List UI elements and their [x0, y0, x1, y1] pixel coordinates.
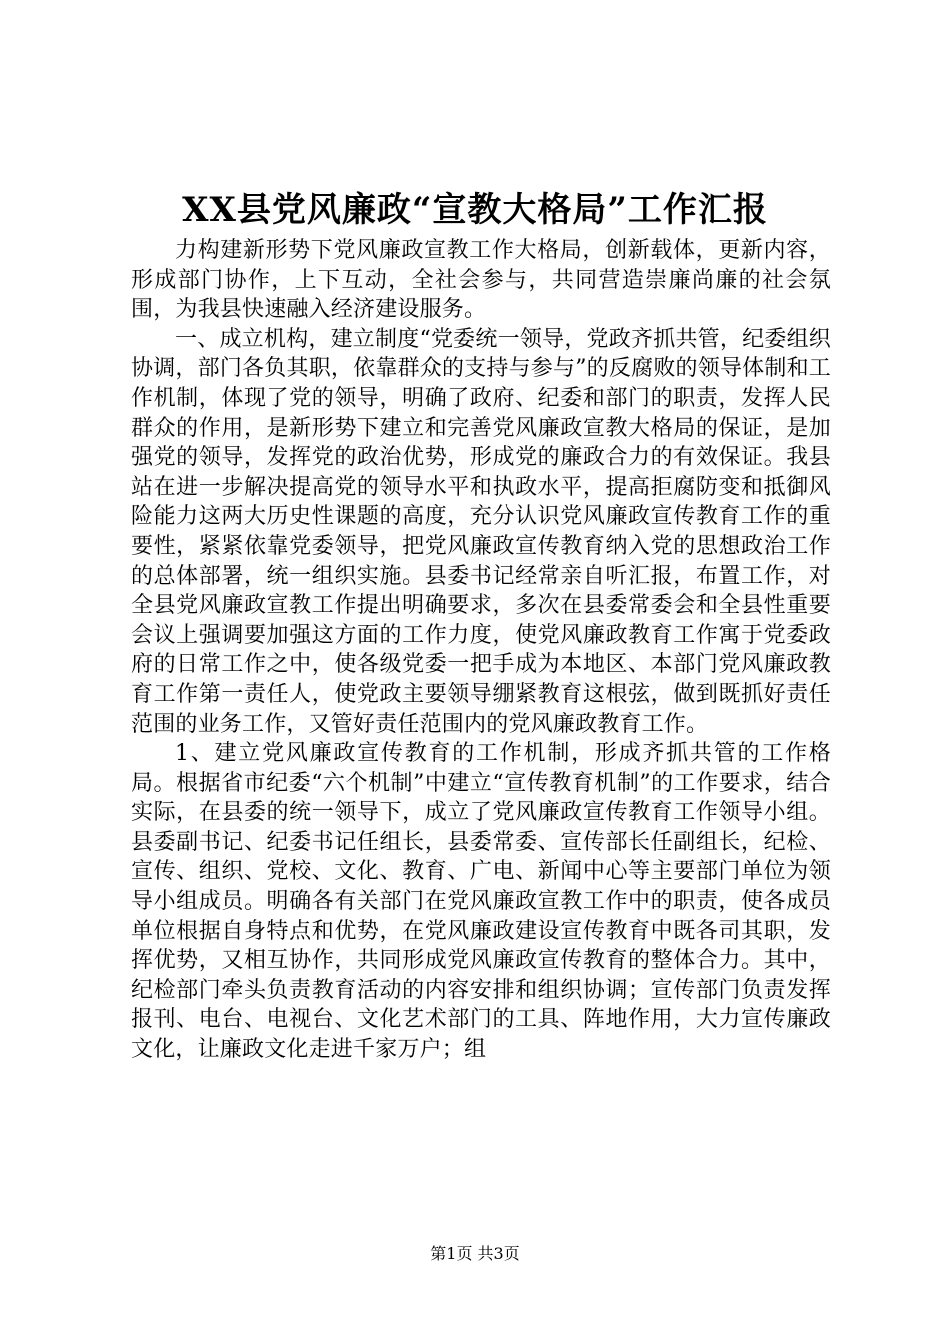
item-one-paragraph: 1、建立党风廉政宣传教育的工作机制，形成齐抓共管的工作格局。根据省市纪委“六个机制”中建立“宣传教育机制”的工作要求，结合实际，在县委的统一领导下，成立了党风廉政宣传教育工作领导小组。县委副书记、纪委书记任组长，县委常委、宣传部长任副组长，纪检、宣传、组织、党校、文化、教育、广电、新闻中心等主要部门单位为领导小组成员。明确各有关部门在党风廉政宣教工作中的职责，使各成员单位根据自身特点和优势，在党风廉政建设宣传教育中既各司其职，发挥优势，又相互协作，共同形成党风廉政宣传教育的整体合力。其中，纪检部门牵头负责教育活动的内容安排和组织协调；宣传部门负责发挥报刊、电台、电视台、文化艺术部门的工具、阵地作用，大力宣传廉政文化，让廉政文化走进千家万户；组: [131, 741, 831, 1063]
section-one-paragraph: 一、成立机构，建立制度“党委统一领导，党政齐抓共管，纪委组织协调，部门各负其职，依靠群众的支持与参与”的反腐败的领导体制和工作机制，体现了党的领导，明确了政府、纪委和部门的职责，发挥人民群众的作用，是新形势下建立和完善党风廉政宣教大格局的保证，是加强党的领导，发挥党的政治优势，形成党的廉政合力的有效保证。我县站在进一步解决提高党的领导水平和执政水平，提高拒腐防变和抵御风险能力这两大历史性课题的高度，充分认识党风廉政宣传教育工作的重要性，紧紧依靠党委领导，把党风廉政宣传教育纳入党的思想政治工作的总体部署，统一组织实施。县委书记经常亲自听汇报，布置工作，对全县党风廉政宣教工作提出明确要求，多次在县委常委会和全县性重要会议上强调要加强这方面的工作力度，使党风廉政教育工作寓于党委政府的日常工作之中，使各级党委一把手成为本地区、本部门党风廉政教育工作第一责任人，使党政主要领导绷紧教育这根弦，做到既抓好责任范围的业务工作，又管好责任范围内的党风廉政教育工作。: [131, 326, 831, 737]
document-title: XX县党风廉政“宣教大格局”工作汇报: [182, 190, 768, 230]
document-body: [131, 236, 831, 1065]
intro-paragraph: 力构建新形势下党风廉政宣教工作大格局，创新载体，更新内容，形成部门协作，上下互动，全社会参与，共同营造崇廉尚廉的社会氛围，为我县快速融入经济建设服务。: [131, 238, 831, 323]
page-footer: 第1页 共3页: [430, 1244, 520, 1263]
